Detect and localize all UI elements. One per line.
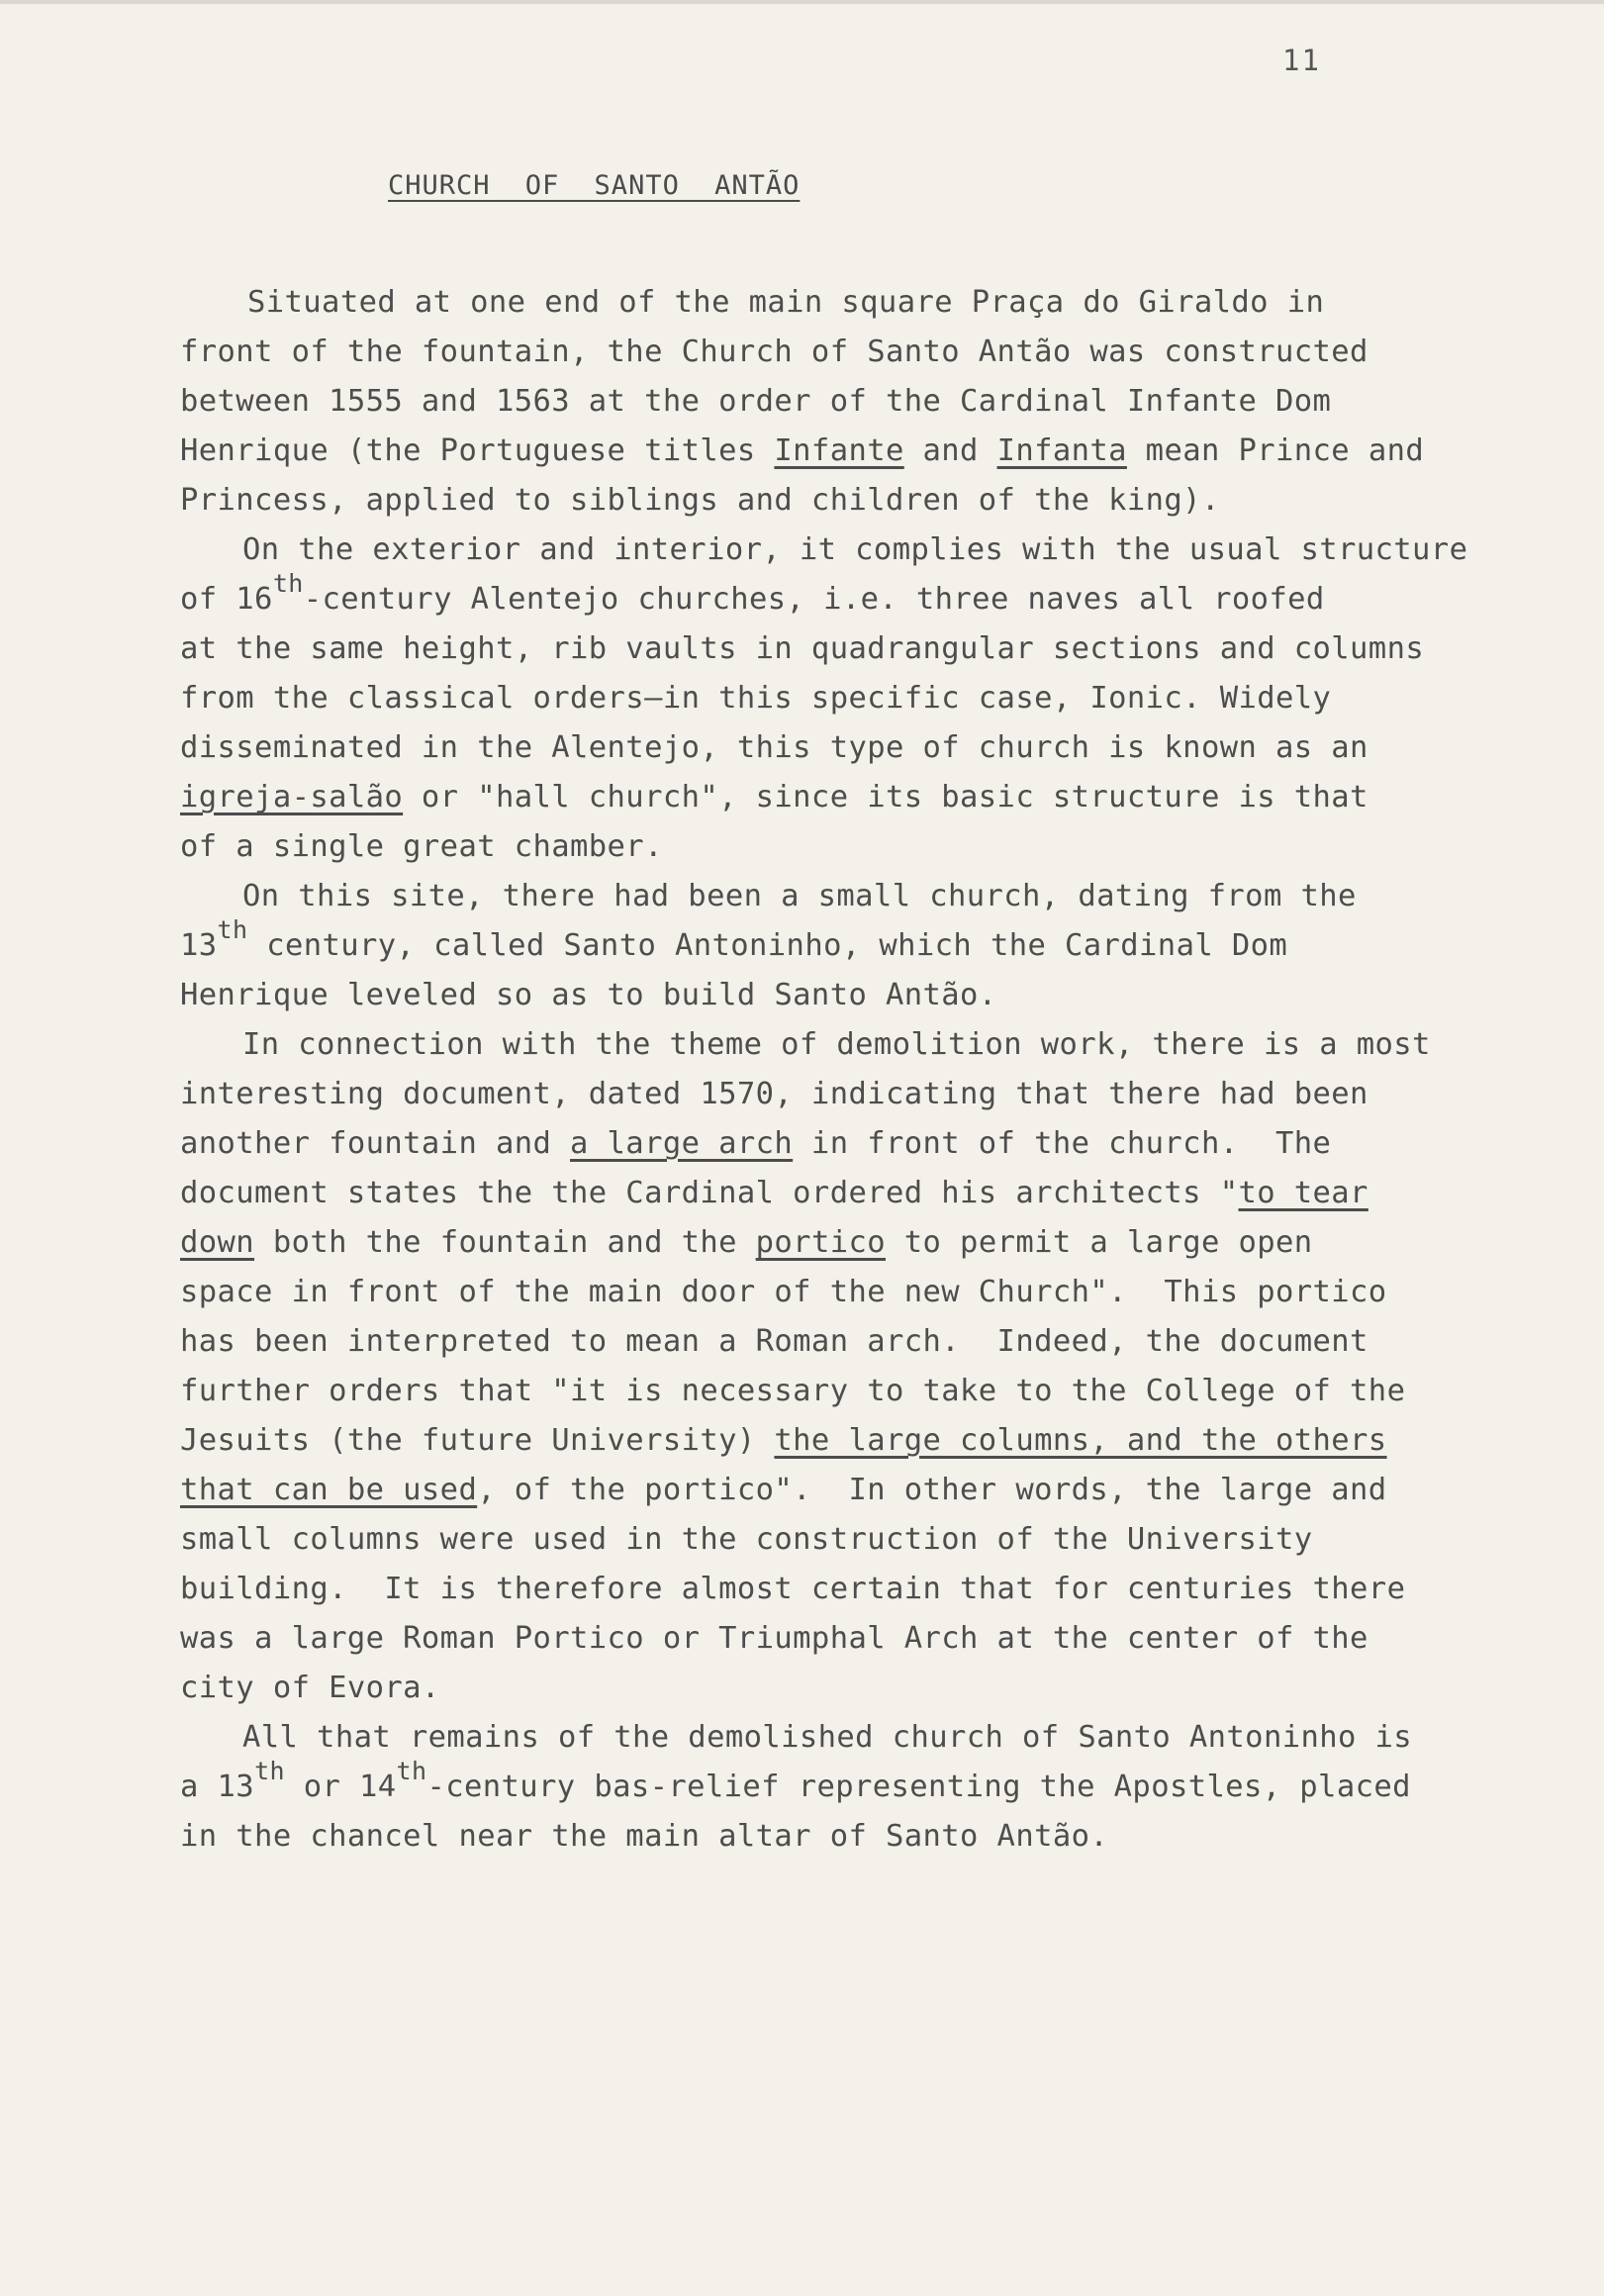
text-span: of 16 — [180, 582, 273, 617]
text-line: further orders that "it is necessary to take to the College of the — [180, 1374, 1406, 1408]
underlined-term: portico — [755, 1225, 886, 1260]
text-line: On this site, there had been a small church, dating from the — [242, 879, 1357, 913]
underlined-term: igreja-salão — [180, 780, 404, 814]
text-line: disseminated in the Alentejo, this type of church is known as an — [180, 730, 1368, 765]
text-line: in the chancel near the main altar of Santo Antão. — [180, 1819, 1109, 1854]
text-line — [180, 780, 1368, 814]
text-span: or "hall church", since its basic structure is that — [403, 780, 1368, 814]
text-line — [180, 433, 1424, 468]
text-line: building. It is therefore almost certain that for centuries there — [180, 1572, 1406, 1606]
underlined-term: down — [180, 1225, 255, 1260]
text-line: Henrique leveled so as to build Santo Antão. — [180, 978, 997, 1012]
text-span: Jesuits (the future University) — [180, 1423, 775, 1458]
underlined-term: a large arch — [570, 1126, 794, 1161]
text-line: of a single great chamber. — [180, 829, 663, 864]
underlined-term: Infante — [774, 433, 904, 468]
underlined-term: that can be used — [180, 1473, 478, 1507]
text-line: Situated at one end of the main square Praça do Giraldo in — [247, 285, 1325, 320]
text-line — [180, 1473, 1387, 1507]
text-line — [180, 1225, 1313, 1260]
underlined-term: the large columns, and the others — [774, 1423, 1387, 1458]
text-span: Henrique (the Portuguese titles — [180, 433, 775, 468]
text-line: from the classical orders—in this specific case, Ionic. Widely — [180, 681, 1332, 716]
text-span: document states the the Cardinal ordered his architects " — [180, 1176, 1239, 1210]
text-line: All that remains of the demolished church of Santo Antoninho is — [242, 1720, 1413, 1755]
text-span: , of the portico". In other words, the large and — [477, 1473, 1387, 1507]
superscript: th — [217, 915, 248, 944]
underlined-term: Infanta — [996, 433, 1127, 468]
text-line: front of the fountain, the Church of Santo Antão was constructed — [180, 335, 1368, 369]
text-line: In connection with the theme of demolition work, there is a most — [242, 1027, 1431, 1062]
page-number: 11 — [1282, 44, 1321, 77]
text-span: mean Prince and — [1126, 433, 1425, 468]
text-span: another fountain and — [180, 1126, 571, 1161]
text-line — [180, 915, 1288, 963]
text-line: was a large Roman Portico or Triumphal Arch at the center of the — [180, 1621, 1368, 1656]
page-title: CHURCH OF SANTO ANTÃO — [388, 170, 801, 201]
text-line: Princess, applied to siblings and children of the king). — [180, 483, 1220, 518]
text-span: or 14 — [284, 1770, 397, 1804]
text-line: at the same height, rib vaults in quadrangular sections and columns — [180, 631, 1425, 666]
text-span: both the fountain and the — [254, 1225, 756, 1260]
text-line: On the exterior and interior, it complies with the usual structure — [242, 532, 1468, 567]
text-span: -century bas-relief representing the Apostles, placed — [426, 1770, 1411, 1804]
text-line: between 1555 and 1563 at the order of the Cardinal Infante Dom — [180, 384, 1332, 419]
underlined-term: to tear — [1238, 1176, 1368, 1210]
page-top-edge — [0, 0, 1604, 4]
text-line — [180, 1757, 1411, 1804]
text-span: a 13 — [180, 1770, 255, 1804]
superscript: th — [396, 1757, 427, 1785]
text-line: city of Evora. — [180, 1671, 440, 1705]
text-line — [180, 1126, 1331, 1161]
text-span: in front of the church. The — [793, 1126, 1332, 1161]
superscript: th — [272, 569, 304, 598]
text-line: space in front of the main door of the new Church". This portico — [180, 1275, 1387, 1309]
text-span: and — [903, 433, 997, 468]
text-line — [180, 569, 1325, 617]
text-line — [180, 1176, 1368, 1210]
text-line: small columns were used in the construction of the University — [180, 1522, 1313, 1557]
text-line: interesting document, dated 1570, indicating that there had been — [180, 1077, 1368, 1111]
text-line — [180, 1423, 1387, 1458]
text-span: to permit a large open — [886, 1225, 1313, 1260]
superscript: th — [254, 1757, 285, 1785]
text-span: 13 — [180, 928, 218, 963]
text-span: century, called Santo Antoninho, which the Cardinal Dom — [247, 928, 1288, 963]
text-span: -century Alentejo churches, i.e. three naves all roofed — [303, 582, 1325, 617]
text-line: has been interpreted to mean a Roman arch. Indeed, the document — [180, 1324, 1368, 1359]
